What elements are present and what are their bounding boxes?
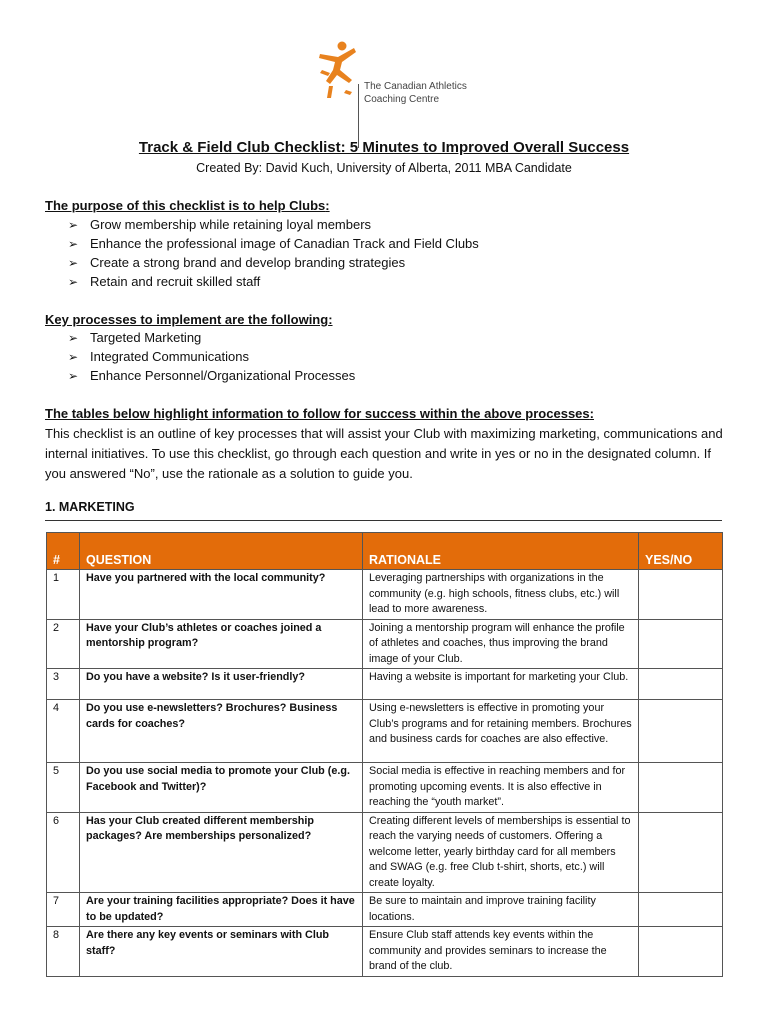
table-row (47, 893, 723, 927)
list-item (68, 215, 479, 234)
document-title: Track & Field Club Checklist: 5 Minutes to Improved Overall Success (138, 139, 630, 156)
list-item (68, 328, 355, 347)
row-question: Are there any key events or seminars with Club staff? (80, 927, 363, 977)
purpose-heading: The purpose of this checklist is to help Clubs: (45, 198, 330, 213)
yes-no-cell[interactable] (639, 763, 723, 813)
yes-no-cell[interactable] (639, 893, 723, 927)
table-row (47, 927, 723, 977)
row-number: 8 (47, 927, 80, 977)
row-rationale: Social media is effective in reaching members and for promoting upcoming events. It is also effective in reaching the “youth market”. (363, 763, 639, 813)
row-rationale: Using e-newsletters is effective in promoting your Club’s programs and for retaining members. Brochures and business cards for coaches are also effective. (363, 700, 639, 763)
purpose-heading-text: The purpose of this checklist is to help Clubs (45, 198, 326, 213)
list-item-text: Integrated Communications (90, 349, 249, 364)
logo-line-2: Coaching Centre (364, 94, 440, 105)
row-rationale: Ensure Club staff attends key events within the community and provides seminars to increase the brand of the club. (363, 927, 639, 977)
table-row (47, 669, 723, 700)
arrow-bullet-icon: ➢ (68, 218, 79, 232)
list-item-text: Create a strong brand and develop branding strategies (90, 255, 406, 270)
logo-text (364, 80, 467, 106)
table-row (47, 700, 723, 763)
marketing-checklist-table (46, 532, 723, 977)
column-header-number: # (47, 533, 80, 570)
processes-heading: Key processes to implement are the following: (45, 312, 333, 327)
arrow-bullet-icon: ➢ (68, 331, 79, 345)
tables-intro-heading: The tables below highlight information to follow for success within the above processes: (45, 406, 594, 421)
list-item-text: Enhance Personnel/Organizational Processes (90, 368, 356, 383)
row-number: 6 (47, 812, 80, 893)
table-row (47, 619, 723, 669)
yes-no-cell[interactable] (639, 619, 723, 669)
arrow-bullet-icon: ➢ (68, 256, 79, 270)
yes-no-cell[interactable] (639, 812, 723, 893)
athlete-logo-icon (316, 40, 360, 106)
arrow-bullet-icon: ➢ (68, 369, 79, 383)
row-question: Do you use e-newsletters? Brochures? Business cards for coaches? (80, 700, 363, 763)
tables-intro-paragraph: This checklist is an outline of key processes that will assist your Club with maximizing marketing, communications and internal initiatives. To use this checklist, go through each question and write in yes or no in the designated column. If you answered “No”, use the rationale as a solution to guide you. (45, 426, 723, 481)
arrow-bullet-icon: ➢ (68, 237, 79, 251)
row-rationale: Leveraging partnerships with organizations in the community (e.g. high schools, fitness clubs, etc.) will lead to more awareness. (363, 570, 639, 620)
purpose-list (68, 215, 479, 291)
yes-no-cell[interactable] (639, 570, 723, 620)
row-number: 5 (47, 763, 80, 813)
row-rationale: Creating different levels of memberships is essential to reach the varying needs of customers. Offering a welcome letter, yearly birthday card for all members and SWAG (e.g. free Club t-shirt, shorts, etc.) will create loyalty. (363, 812, 639, 893)
table-row (47, 763, 723, 813)
tables-intro-heading-text: The tables below highlight information to follow for success within the above processes (45, 406, 590, 421)
row-number: 4 (47, 700, 80, 763)
list-item-text: Enhance the professional image of Canadian Track and Field Clubs (90, 236, 479, 251)
yes-no-cell[interactable] (639, 700, 723, 763)
column-header-yes-no: YES/NO (639, 533, 723, 570)
row-rationale: Be sure to maintain and improve training facility locations. (363, 893, 639, 927)
logo (316, 40, 476, 110)
list-item (68, 272, 479, 291)
logo-line-1: The Canadian Athletics (364, 81, 467, 92)
table-row (47, 812, 723, 893)
row-number: 7 (47, 893, 80, 927)
processes-list (68, 328, 355, 385)
table-row (47, 570, 723, 620)
yes-no-cell[interactable] (639, 927, 723, 977)
list-item-text: Retain and recruit skilled staff (90, 274, 261, 289)
row-number: 3 (47, 669, 80, 700)
list-item (68, 347, 355, 366)
row-question: Do you use social media to promote your Club (e.g. Facebook and Twitter)? (80, 763, 363, 813)
row-question: Have you partnered with the local community? (80, 570, 363, 620)
row-question: Has your Club created different membership packages? Are memberships personalized? (80, 812, 363, 893)
list-item (68, 234, 479, 253)
document-subtitle: Created By: David Kuch, University of Alberta, 2011 MBA Candidate (196, 161, 572, 175)
arrow-bullet-icon: ➢ (68, 350, 79, 364)
list-item (68, 253, 479, 272)
row-question: Have your Club’s athletes or coaches joined a mentorship program? (80, 619, 363, 669)
row-question: Are your training facilities appropriate? Does it have to be updated? (80, 893, 363, 927)
list-item (68, 366, 355, 385)
table-header-row (47, 533, 723, 570)
processes-heading-text: Key processes to implement are the following (45, 312, 329, 327)
row-number: 2 (47, 619, 80, 669)
column-header-rationale: RATIONALE (363, 533, 639, 570)
row-question: Do you have a website? Is it user-friendly? (80, 669, 363, 700)
list-item-text: Grow membership while retaining loyal members (90, 217, 372, 232)
row-number: 1 (47, 570, 80, 620)
row-rationale: Having a website is important for marketing your Club. (363, 669, 639, 700)
section-divider (45, 520, 722, 521)
list-item-text: Targeted Marketing (90, 330, 202, 345)
column-header-question: QUESTION (80, 533, 363, 570)
arrow-bullet-icon: ➢ (68, 275, 79, 289)
row-rationale: Joining a mentorship program will enhance the profile of athletes and coaches, thus improving the brand image of your Club. (363, 619, 639, 669)
yes-no-cell[interactable] (639, 669, 723, 700)
marketing-heading: 1. MARKETING (45, 500, 135, 514)
